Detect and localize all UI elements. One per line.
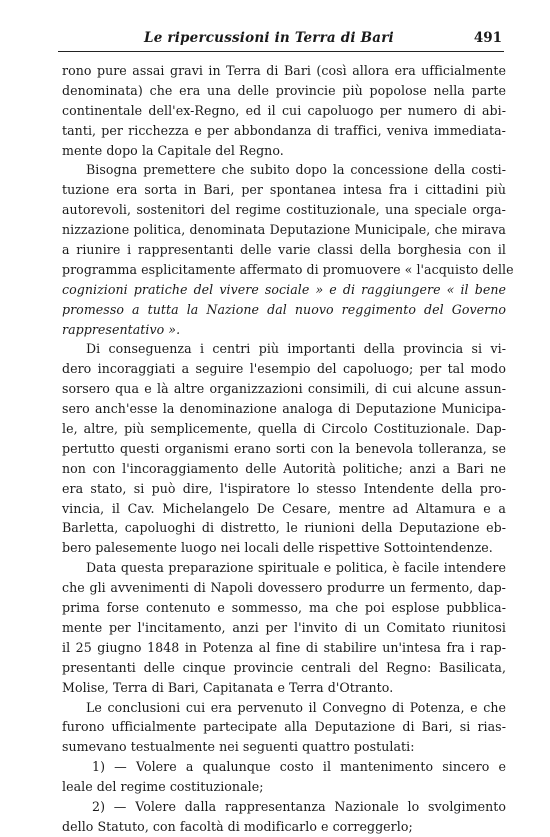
text-line: prima forse contenuto e sommesso, ma che poi esplose pubblica- (62, 600, 506, 616)
text-line: rono pure assai gravi in Terra di Bari (così allora era ufficialmente (62, 63, 506, 78)
text-line: denominata) che era una delle provincie più popolose nella parte (62, 82, 506, 98)
text-line: Le conclusioni cui era pervenuto il Convegno di Potenza, e che (86, 699, 506, 715)
text-line: sumevano testualmente nei seguenti quattro postulati: (62, 739, 415, 755)
text-line: programma esplicitamente affermato di promuovere « l'acquisto delle (62, 261, 514, 277)
text-line: tuzione era sorta in Bari, per spontanea intesa fra i cittadini più (62, 182, 506, 198)
text-line: mente dopo la Capitale del Regno. (62, 142, 284, 158)
text-line: 2) — Volere dalla rappresentanza Nazionale lo svolgimento (92, 798, 506, 814)
text-line: che gli avvenimenti di Napoli dovessero produrre un fermento, dap- (62, 580, 506, 596)
text-line: dello Statuto, con facoltà di modificarlo e correggerlo; (62, 818, 413, 834)
text-line: autorevoli, sostenitori del regime costituzionale, una speciale orga- (62, 202, 506, 218)
header-rule (58, 51, 504, 52)
text-line: Molise, Terra di Bari, Capitanata e Terra d'Otranto. (62, 679, 394, 695)
text-line: a riunire i rappresentanti delle varie classi della borghesia con il (62, 242, 506, 258)
text-line: sero anch'esse la denominazione analoga di Deputazione Municipa- (62, 401, 506, 417)
text-line: tanti, per ricchezza e per abbondanza di traffici, veniva immediata- (62, 122, 506, 138)
text-line: sorsero qua e là altre organizzazioni consimili, di cui alcune assun- (62, 381, 506, 397)
text-line: Bisogna premettere che subito dopo la concessione della costi- (86, 162, 506, 178)
text-line: bero palesemente luogo nei locali delle rispettive Sottointendenze. (62, 540, 493, 556)
text-line: non con l'incoraggiamento delle Autorità politiche; anzi a Bari ne (62, 460, 506, 476)
text-line: le, altre, più semplicemente, quella di Circolo Costituzionale. Dap- (62, 421, 506, 437)
text-line: cognizioni pratiche del vivere sociale » e di raggiungere « il bene (62, 281, 506, 297)
page-number: 491 (473, 30, 502, 46)
text-line: leale del regime costituzionale; (62, 779, 264, 795)
text-line: era stato, si può dire, l'ispiratore lo stesso Intendente della pro- (62, 480, 506, 496)
text-line: promesso a tutta la Nazione dal nuovo reggimento del Governo (62, 301, 506, 317)
text-line: rappresentativo ». (62, 321, 181, 337)
text-line: vincia, il Cav. Michelangelo De Cesare, mentre ad Altamura e a (62, 500, 506, 516)
text-line: mente per l'incitamento, anzi per l'invito di un Comitato riunitosi (62, 619, 506, 635)
running-header (58, 30, 502, 50)
text-line: Data questa preparazione spirituale e politica, è facile intendere (86, 560, 506, 576)
text-line: 1) — Volere a qualunque costo il mantenimento sincero e (92, 759, 506, 775)
text-line: presentanti delle cinque provincie centrali del Regno: Basilicata, (62, 659, 506, 675)
text-line: nizzazione politica, denominata Deputazione Municipale, che mirava (62, 222, 506, 238)
text-line: Barletta, capoluoghi di distretto, le riunioni della Deputazione eb- (62, 520, 506, 536)
text-line: continentale dell'ex-Regno, ed il cui capoluogo per numero di abi- (62, 102, 506, 118)
text-line: Di conseguenza i centri più importanti della provincia si vi- (86, 341, 506, 357)
body-text (62, 61, 514, 837)
running-title: Le ripercussioni in Terra di Bari (144, 30, 394, 46)
text-line: il 25 giugno 1848 in Potenza al fine di stabilire un'intesa fra i rap- (62, 639, 506, 655)
text-line: pertutto questi organismi erano sorti con la benevola tolleranza, se (62, 440, 506, 456)
text-line: furono ufficialmente partecipate alla Deputazione di Bari, si rias- (62, 719, 506, 735)
text-line: dero incoraggiati a seguire l'esempio del capoluogo; per tal modo (62, 361, 506, 377)
